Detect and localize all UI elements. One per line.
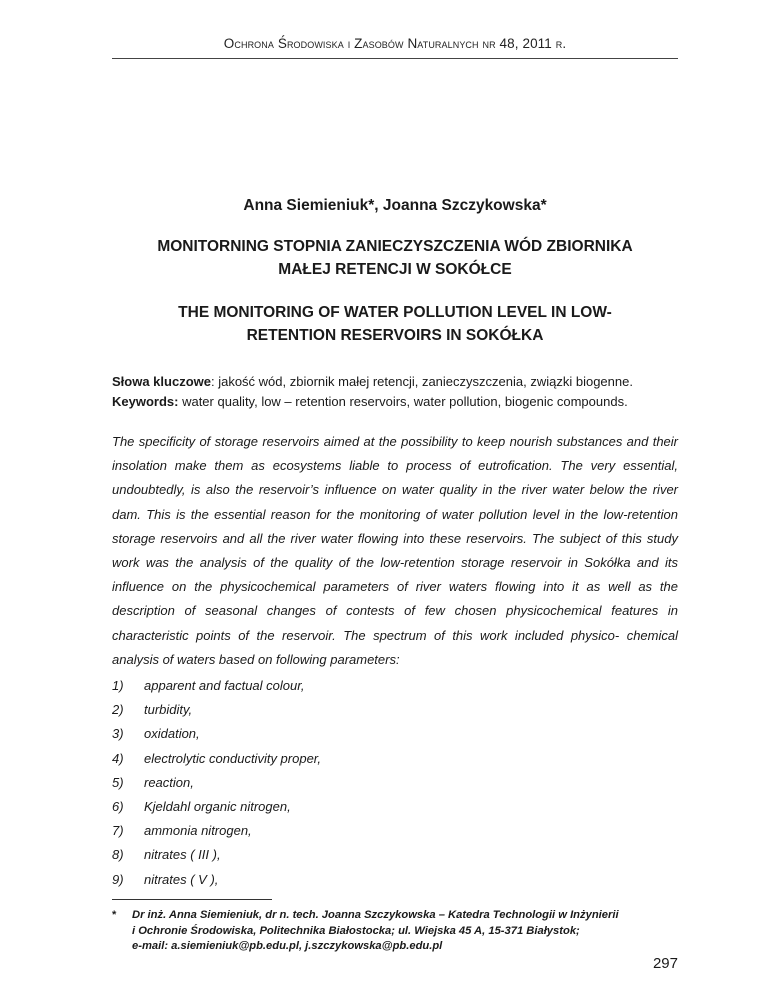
list-item-text: turbidity, — [144, 702, 193, 718]
list-item — [112, 843, 678, 867]
running-header — [112, 36, 678, 51]
author-footnote — [112, 908, 678, 955]
list-item — [112, 795, 678, 819]
footnote-body — [132, 908, 619, 955]
list-item — [112, 698, 678, 722]
keywords-polish — [112, 372, 678, 392]
title-english-line-2: RETENTION RESERVOIRS IN SOKÓŁKA — [246, 327, 544, 344]
list-item — [112, 747, 678, 771]
footnote-mark: * — [112, 909, 117, 921]
list-item-number: 7) — [112, 823, 124, 839]
title-polish-line-2: MAŁEJ RETENCJI W SOKÓŁCE — [278, 261, 512, 278]
title-polish — [112, 235, 678, 281]
title-english-line-1: THE MONITORING OF WATER POLLUTION LEVEL IN LOW- — [178, 304, 612, 321]
list-item-text: oxidation, — [144, 726, 200, 742]
list-item-text: nitrates ( III ), — [144, 847, 221, 863]
list-item-number: 3) — [112, 726, 124, 742]
list-item — [112, 819, 678, 843]
list-item-text: Kjeldahl organic nitrogen, — [144, 798, 291, 814]
list-item-text: nitrates ( V ), — [144, 871, 219, 887]
authors: Anna Siemieniuk*, Joanna Szczykowska* — [243, 197, 547, 214]
parameter-list — [112, 674, 678, 892]
list-item — [112, 722, 678, 746]
list-item-number: 2) — [112, 702, 124, 718]
list-item-number: 6) — [112, 798, 124, 814]
list-item-text: electrolytic conductivity proper, — [144, 750, 322, 766]
footnote-line-1: Dr inż. Anna Siemieniuk, dr n. tech. Joanna Szczykowska – Katedra Technologii w Inżynierii — [132, 909, 619, 921]
footnote-line-2: i Ochronie Środowiska, Politechnika Białostocka; ul. Wiejska 45 A, 15-371 Białystok; — [132, 924, 580, 937]
list-item-number: 8) — [112, 847, 124, 863]
footnote-divider — [112, 899, 272, 900]
header-divider — [112, 58, 678, 59]
keywords-english-label: Keywords: — [112, 394, 179, 409]
list-item-number: 9) — [112, 871, 124, 887]
list-item-text: apparent and factual colour, — [144, 678, 305, 693]
journal-name: Ochrona Środowiska i Zasobów Naturalnych — [223, 36, 479, 51]
keywords-polish-label: Słowa kluczowe — [112, 374, 211, 389]
keywords-english — [112, 392, 678, 412]
abstract: The specificity of storage reservoirs aimed at the possibility to keep nourish substances and their insolation make them as ecosystems liable to process of eutrofication. The very essential, undoubtedly, is also the reservoir’s influence on water quality in the river water below the river dam. This is the essential reason for the monitoring of water pollution level in the low-retention storage reservoirs and all the river water flowing into these reservoirs. The subject of this study work was the analysis of the quality of the low-retention storage reservoir in Sokółka and its influence on the physicochemical parameters of river waters flowing into it as well as the description of seasonal changes of contests of few chosen physicochemical features in characteristic points of the reservoir. The spectrum of this work included physico- chemical analysis of waters based on following parameters: — [112, 434, 678, 667]
list-item-number: 1) — [112, 678, 124, 693]
title-english — [112, 301, 678, 347]
keywords-english-text: water quality, low – retention reservoirs, water pollution, biogenic compounds. — [178, 394, 628, 409]
title-polish-line-1: MONITORNING STOPNIA ZANIECZYSZCZENIA WÓD ZBIORNIKA — [157, 238, 633, 255]
list-item-text: ammonia nitrogen, — [144, 823, 252, 839]
page-number: 297 — [652, 955, 678, 972]
footnote-line-3: e-mail: a.siemieniuk@pb.edu.pl, j.szczykowska@pb.edu.pl — [132, 940, 443, 952]
list-item-number: 4) — [112, 750, 124, 766]
list-item — [112, 674, 678, 698]
journal-issue: nr 48, 2011 r. — [482, 36, 567, 51]
list-item — [112, 868, 678, 892]
list-item-number: 5) — [112, 774, 124, 790]
keywords-polish-text: : jakość wód, zbiornik małej retencji, zanieczyszczenia, związki biogenne. — [210, 374, 633, 389]
list-item — [112, 771, 678, 795]
list-item-text: reaction, — [144, 774, 194, 790]
